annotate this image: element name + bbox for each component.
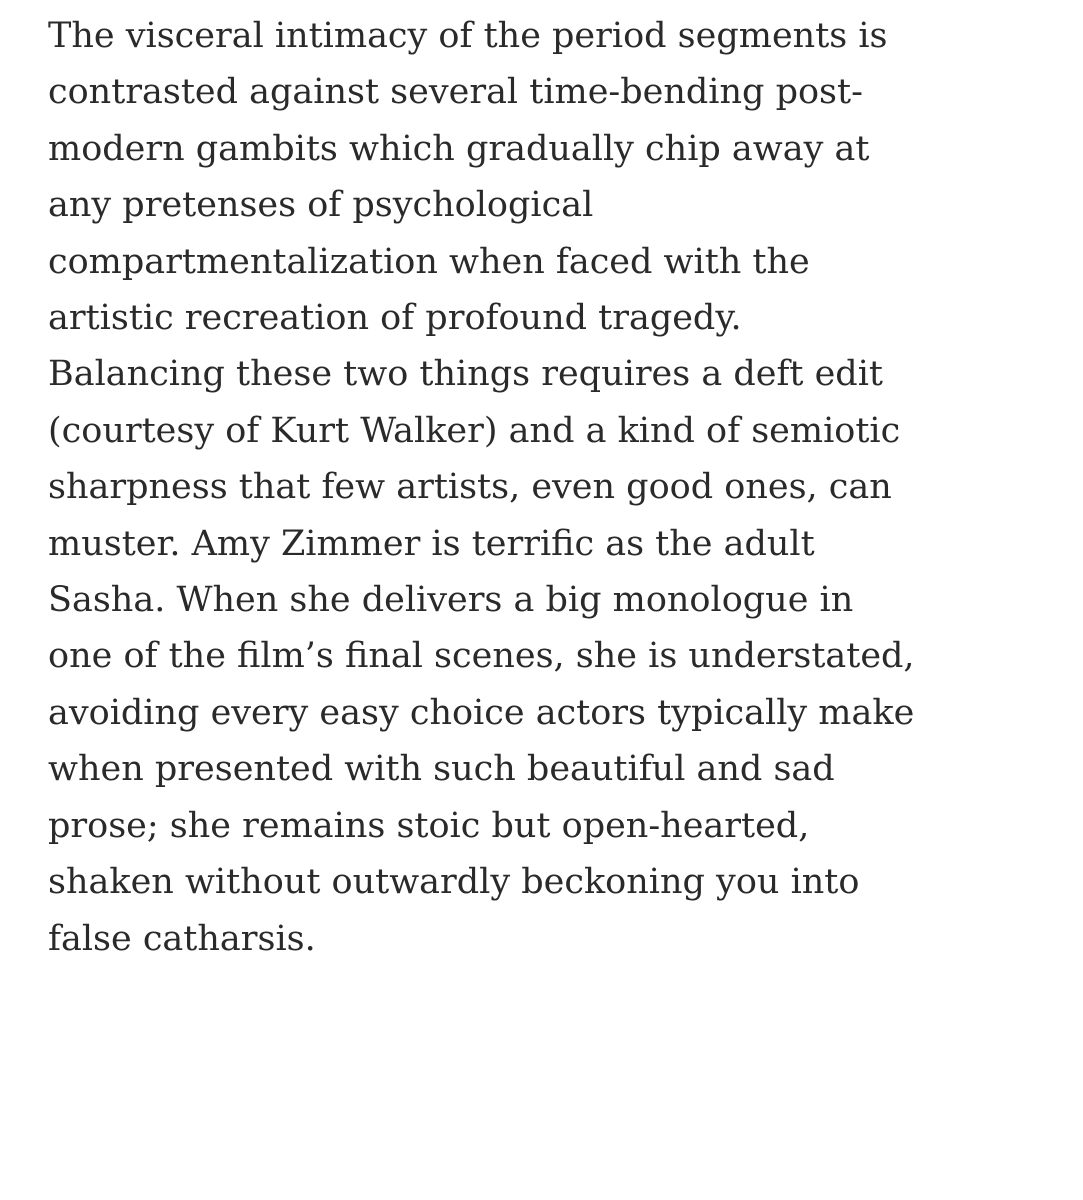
paragraph-line: when presented with such beautiful and sad <box>48 749 835 790</box>
paragraph-line: Sasha. When she delivers a big monologue in <box>48 580 854 621</box>
paragraph-line: avoiding every easy choice actors typically make <box>48 692 915 733</box>
paragraph-line: one of the film’s final scenes, she is understated, <box>48 636 915 677</box>
paragraph-line: contrasted against several time-bending post- <box>48 72 863 113</box>
paragraph-line: sharpness that few artists, even good ones, can <box>48 467 892 508</box>
paragraph-line: (courtesy of Kurt Walker) and a kind of semiotic <box>48 410 901 451</box>
paragraph-line: any pretenses of psychological <box>48 185 594 226</box>
paragraph-line: Balancing these two things requires a deft edit <box>48 354 883 395</box>
article-paragraph <box>48 8 1068 967</box>
paragraph-line: prose; she remains stoic but open-hearted, <box>48 805 810 846</box>
paragraph-line: compartmentalization when faced with the <box>48 241 810 282</box>
paragraph-line: artistic recreation of profound tragedy. <box>48 298 742 339</box>
paragraph-line: muster. Amy Zimmer is terrific as the adult <box>48 523 815 564</box>
paragraph-line: shaken without outwardly beckoning you into <box>48 862 860 903</box>
paragraph-line: The visceral intimacy of the period segments is <box>48 16 888 56</box>
paragraph-line: false catharsis. <box>48 918 316 959</box>
paragraph-line: modern gambits which gradually chip away at <box>48 128 870 169</box>
